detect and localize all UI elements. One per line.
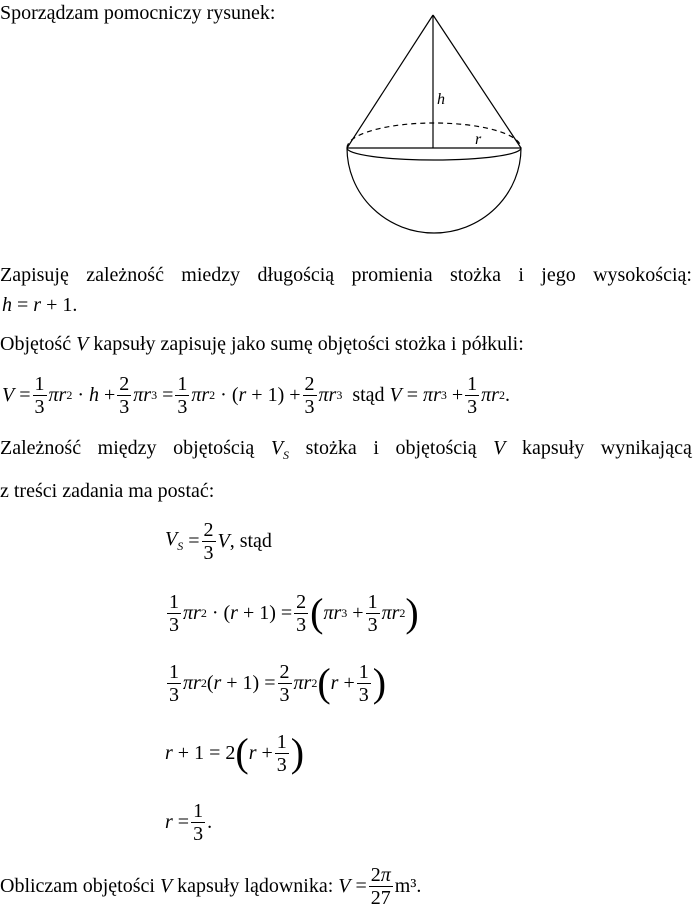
equation-h: h = r + 1. — [2, 294, 78, 316]
paragraph-dependency-line2: z treści zadania ma postać: — [0, 480, 215, 502]
eq-vs: $V_S$ = 2 3 V , stąd — [165, 518, 272, 564]
cone-right-edge — [433, 15, 521, 148]
eq-step3: r + 1 = 2 ( r + 1 3 ) — [165, 730, 305, 776]
final-line: Obliczam objętości V kapsuły lądownika: V = 2π 27 m³ . — [0, 863, 422, 909]
cone-left-edge — [347, 15, 433, 148]
paragraph-dependency: Zależność między objętością $V_S$ stożka i objętością V kapsuły wynikającą — [0, 437, 692, 462]
eq-r: r = 1 3 . — [165, 799, 213, 845]
hemisphere-arc — [347, 148, 521, 233]
eq-step2: 1 3 πr 2 ( r + 1) = 2 3 πr 2 ( r + 1 3 ) — [169, 660, 387, 706]
ellipse-back — [347, 123, 521, 148]
paragraph-relation: Zapisuję zależność miedzy długością promienia stożka i jego wysokością: — [0, 264, 692, 286]
equation-volume: V = 1 3 πr 2 · h + 2 3 πr 3 = 1 3 πr 2 · ( r + 1) + 2 3 πr 3 stąd V = πr 3 + 1 3 πr 2 . — [2, 372, 510, 418]
label-r: r — [475, 131, 482, 148]
ellipse-front — [347, 148, 521, 160]
intro-text: Sporządzam pomocniczy rysunek: — [0, 2, 276, 24]
label-h: h — [437, 91, 445, 108]
eq-step1: 1 3 πr 2 · ( r + 1) = 2 3 ( πr 3 + 1 3 πr 2 ) — [169, 590, 419, 636]
cone-hemisphere-figure — [340, 10, 530, 240]
paragraph-volume: Objętość V kapsuły zapisuję jako sumę objętości stożka i półkuli: — [0, 333, 524, 355]
